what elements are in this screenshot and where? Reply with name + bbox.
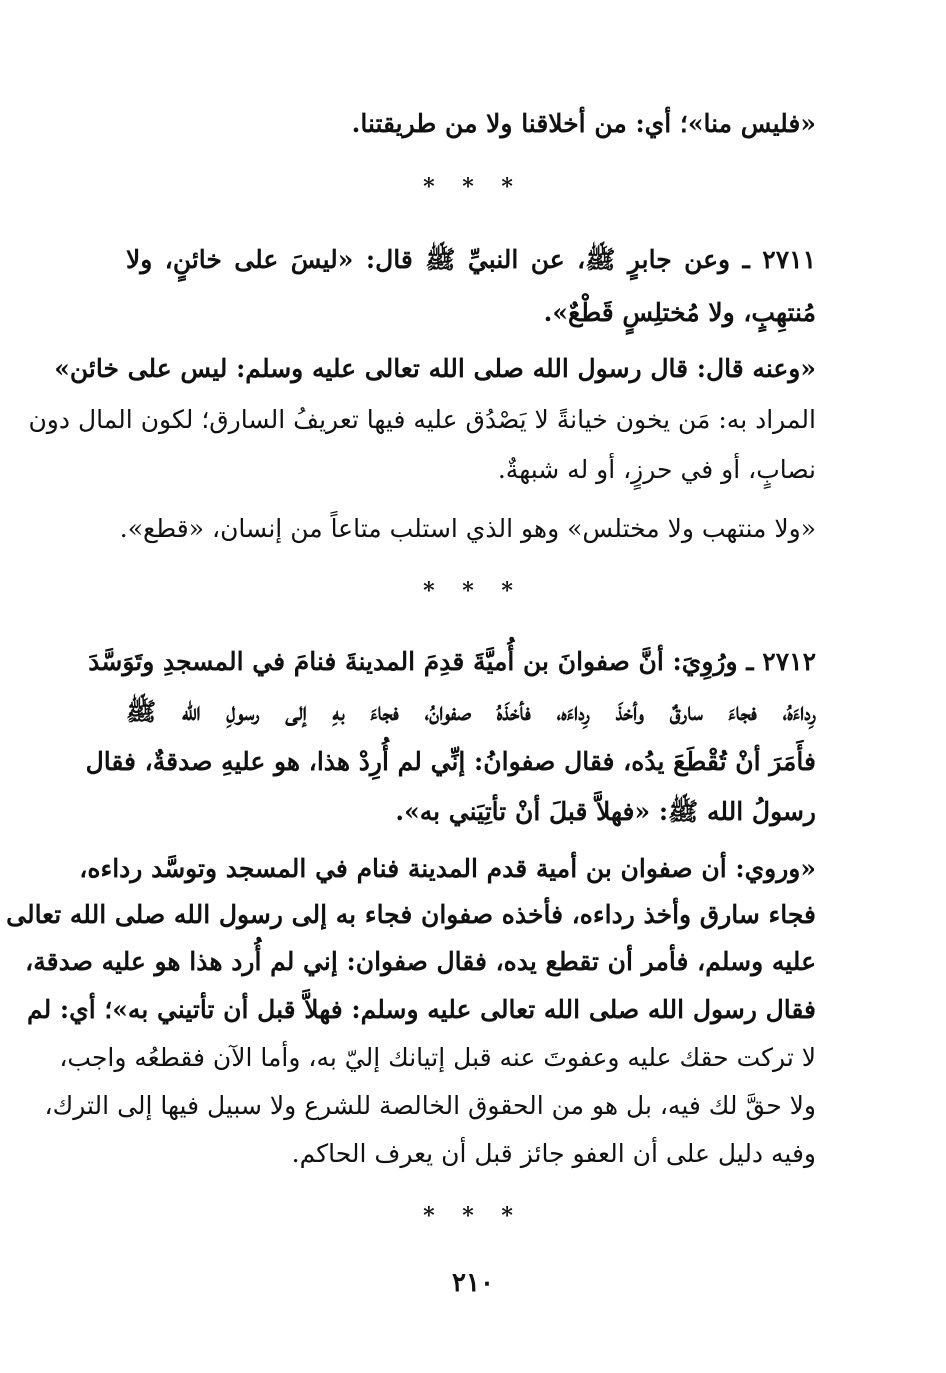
commentary-2711-line-1: «وعنه قال: قال رسول الله صلى الله تعالى عليه وسلم: ليس على خائن»	[54, 354, 816, 383]
page-number: ٢١٠	[452, 1268, 494, 1298]
commentary-2712-line-2: فجاء سارق وأخذ رداءه، فأخذه صفوان فجاء به إلى رسول الله صلى الله تعالى	[6, 900, 816, 929]
hadith-2712-line-1: ٢٧١٢ ـ ورُوِيَ: أنَّ صفوانَ بن أُميَّةَ قدِمَ المدينةَ فنامَ في المسجدِ وتَوَسَّدَ	[88, 647, 816, 676]
commentary-2712-line-4: فقال رسول الله صلى الله تعالى عليه وسلم: فهلاَّ قبل أن تأتيني به»؛ أي: لم	[26, 995, 816, 1024]
commentary-2712-line-7: وفيه دليل على أن العفو جائز قبل أن يعرف الحاكم.	[291, 1139, 816, 1168]
commentary-2711-line-2: المراد به: مَن يخون خيانةً لا يَصْدُق عليه فيها تعريفُ السارق؛ لكون المال دون	[28, 405, 816, 434]
hadith-2712-line-2: رِداءَهُ، فجاءَ سارقٌ وأخذَ رِداءَه، فأخذَهُ صفوانُ، فجاءَ بهِ إلى رسولِ الله ﷺ	[126, 697, 816, 726]
hadith-2712-line-3: فأَمَرَ أنْ تُقْطَعَ يدُه، فقال صفوانُ: إنِّي لم أُرِدْ هذا، هو عليهِ صدقةٌ، فقال	[85, 747, 816, 776]
hadith-2712-line-4: رسولُ الله ﷺ: «فهلاَّ قبلَ أنْ تأتِيَني به».	[395, 797, 816, 826]
commentary-2712-line-5: لا تركت حقك عليه وعفوتَ عنه قبل إتيانك إليّ به، وأما الآن فقطعُه واجب،	[59, 1043, 816, 1072]
hadith-2711-line-1: ٢٧١١ ـ وعن جابرٍ ﷺ، عن النبيِّ ﷺ قال: «ليسَ على خائنٍ، ولا	[126, 245, 816, 274]
commentary-2712-line-1: «وروي: أن صفوان بن أمية قدم المدينة فنام في المسجد وتوسَّد رداءه،	[79, 854, 816, 883]
text-line-1: «فليس منا»؛ أي: من أخلاقنا ولا من طريقتنا.	[351, 109, 816, 138]
commentary-2711-line-4: «ولا منتهب ولا مختلس» وهو الذي استلب متاعاً من إنسان، «قطع».	[119, 514, 816, 543]
commentary-2712-line-3: عليه وسلم، فأمر أن تقطع يده، فقال صفوان: إني لم أُرد هذا هو عليه صدقة،	[25, 947, 816, 976]
commentary-2711-line-3: نصابٍ، أو في حرزٍ، أو له شبهةٌ.	[497, 455, 816, 484]
commentary-2712-line-6: ولا حقَّ لك فيه، بل هو من الحقوق الخالصة للشرع ولا سبيل فيها إلى الترك،	[44, 1091, 816, 1120]
section-separator-1: * * *	[423, 174, 523, 200]
section-separator-2: * * *	[423, 578, 523, 604]
hadith-2711-line-2: مُنتهِبٍ، ولا مُختلِسٍ قَطْعٌ».	[543, 298, 816, 327]
section-separator-3: * * *	[423, 1203, 523, 1229]
